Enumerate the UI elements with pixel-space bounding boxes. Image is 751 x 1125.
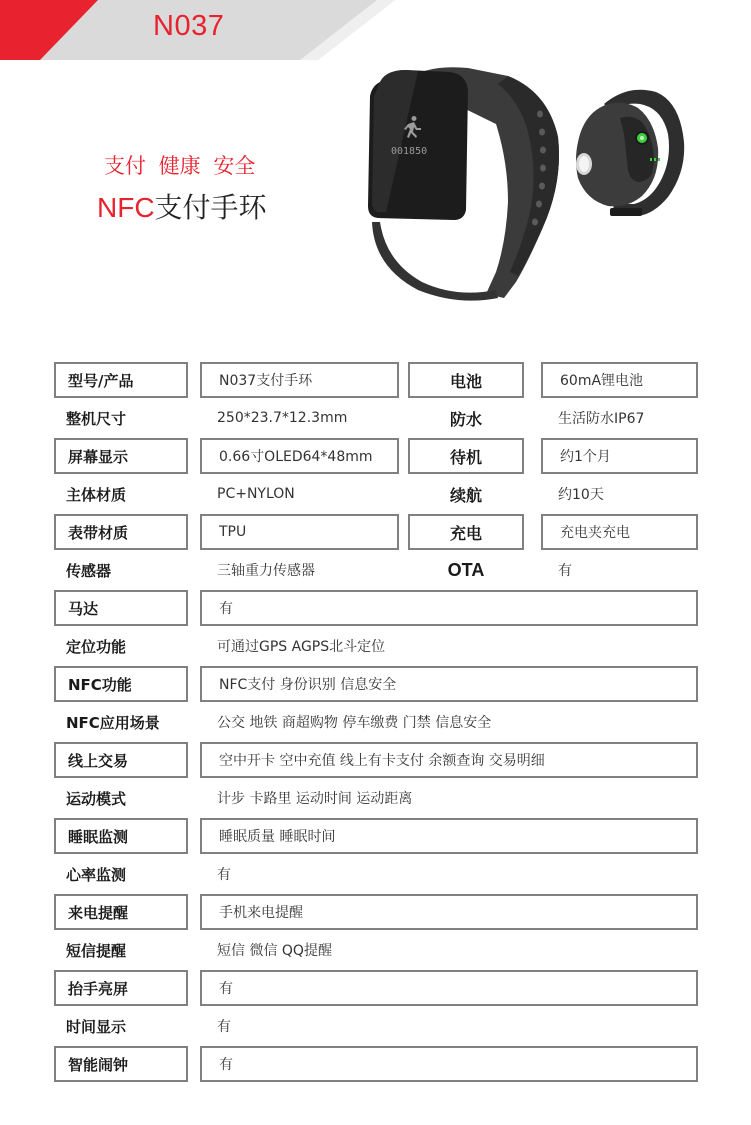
tagline xyxy=(104,150,261,180)
spec-value: PC+NYLON xyxy=(217,486,295,502)
spec-value: 约1个月 xyxy=(541,438,698,474)
spec-label: 智能闹钟 xyxy=(54,1046,188,1082)
product-name-accent: NFC xyxy=(97,192,155,223)
spec-label: 整机尺寸 xyxy=(66,409,127,428)
tagline-word: 安全 xyxy=(213,154,256,178)
header-banner xyxy=(0,0,751,60)
spec-label: 睡眠监测 xyxy=(54,818,188,854)
wristband-front-image xyxy=(358,62,568,307)
product-name-rest: 支付手环 xyxy=(154,191,267,224)
spec-label: NFC功能 xyxy=(54,666,188,702)
spec-value: 有 xyxy=(200,970,698,1006)
spec-label: 运动模式 xyxy=(66,789,127,808)
spec-value: 有 xyxy=(200,590,698,626)
spec-value: 空中开卡 空中充值 线上有卡支付 余额查询 交易明细 xyxy=(200,742,698,778)
spec-value: 250*23.7*12.3mm xyxy=(217,410,348,426)
spec-label: NFC应用场景 xyxy=(66,713,160,732)
spec-label: 定位功能 xyxy=(66,637,127,656)
spec-label: 表带材质 xyxy=(54,514,188,550)
spec-label: 时间显示 xyxy=(66,1017,127,1036)
spec-label: 短信提醒 xyxy=(66,941,127,960)
spec-value: 短信 微信 QQ提醒 xyxy=(217,943,332,959)
spec-value: 有 xyxy=(217,1019,231,1035)
spec-value: 有 xyxy=(200,1046,698,1082)
spec-label: 电池 xyxy=(408,362,524,398)
spec-value: 有 xyxy=(558,563,572,579)
spec-label: 心率监测 xyxy=(66,865,127,884)
spec-value: 三轴重力传感器 xyxy=(217,563,315,579)
spec-label: 主体材质 xyxy=(66,485,127,504)
spec-label: 续航 xyxy=(449,485,482,505)
spec-label: OTA xyxy=(447,559,485,580)
spec-label: 充电 xyxy=(408,514,524,550)
spec-label: 抬手亮屏 xyxy=(54,970,188,1006)
spec-value: 有 xyxy=(217,867,231,883)
spec-value: TPU xyxy=(200,514,399,550)
spec-label: 待机 xyxy=(408,438,524,474)
wristband-back-image xyxy=(568,82,698,222)
watch-screen-readout: 001850 xyxy=(391,146,428,157)
spec-label: 型号/产品 xyxy=(54,362,188,398)
tagline-word: 健康 xyxy=(158,154,201,178)
spec-value: N037支付手环 xyxy=(200,362,399,398)
spec-label: 线上交易 xyxy=(54,742,188,778)
spec-label: 防水 xyxy=(449,409,482,429)
spec-value: 60mA锂电池 xyxy=(541,362,698,398)
model-title: N037 xyxy=(153,10,225,42)
spec-label: 屏幕显示 xyxy=(54,438,188,474)
spec-label: 来电提醒 xyxy=(54,894,188,930)
spec-label: 传感器 xyxy=(66,561,112,580)
spec-value: 手机来电提醒 xyxy=(200,894,698,930)
spec-value: 充电夹充电 xyxy=(541,514,698,550)
spec-label: 马达 xyxy=(54,590,188,626)
spec-value: 计步 卡路里 运动时间 运动距离 xyxy=(217,791,413,807)
product-name xyxy=(97,186,267,226)
spec-value: 可通过GPS AGPS北斗定位 xyxy=(217,639,386,655)
spec-value: 0.66寸OLED64*48mm xyxy=(200,438,399,474)
spec-value: 约10天 xyxy=(558,487,604,503)
tagline-word: 支付 xyxy=(104,154,146,178)
spec-value: 睡眠质量 睡眠时间 xyxy=(200,818,698,854)
banner-graphic xyxy=(0,0,751,60)
spec-value: 生活防水IP67 xyxy=(558,411,645,427)
spec-value: NFC支付 身份识别 信息安全 xyxy=(200,666,698,702)
spec-value: 公交 地铁 商超购物 停车缴费 门禁 信息安全 xyxy=(217,715,492,731)
